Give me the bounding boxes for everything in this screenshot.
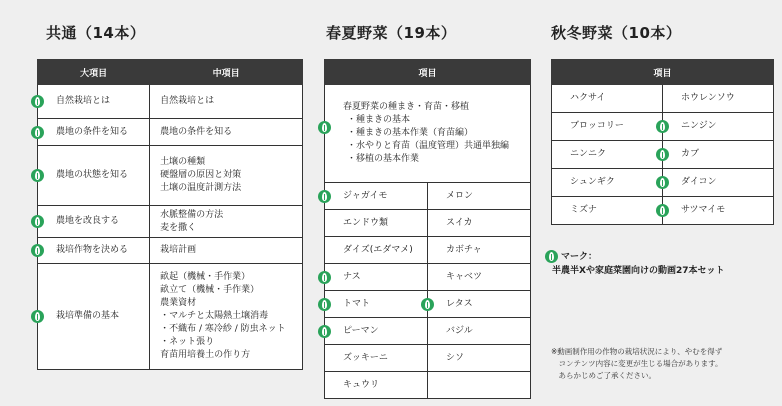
vegetable-name: ズッキーニ	[343, 352, 388, 363]
vegetable-name: ダイズ(エダマメ)	[343, 244, 413, 255]
table-row	[552, 113, 774, 141]
vegetable-item	[325, 325, 427, 338]
vegetable-item	[428, 352, 530, 365]
vegetable-cell	[663, 141, 774, 169]
vegetable-item	[428, 190, 530, 203]
vegetable-item	[325, 352, 427, 365]
major-item	[38, 95, 149, 108]
autumn-winter-table	[551, 59, 774, 225]
table-row	[552, 169, 774, 197]
table-row	[325, 237, 531, 264]
minor-item: 農業資材	[160, 298, 197, 308]
minor-cell	[150, 238, 303, 264]
leaf-icon	[31, 310, 44, 323]
vegetable-name: ジャガイモ	[343, 190, 388, 201]
intro-line: ・種まきの基本	[347, 115, 411, 125]
major-item	[38, 244, 149, 257]
table-row	[325, 318, 531, 345]
section-title-autumn-winter: 秋冬野菜（10本）	[551, 24, 682, 42]
minor-cell	[150, 146, 303, 206]
vegetable-cell	[325, 291, 428, 318]
leaf-icon	[656, 120, 669, 133]
minor-cell	[150, 85, 303, 119]
vegetable-item	[428, 271, 530, 284]
header-minor: 中項目	[150, 60, 303, 85]
vegetable-name: サツマイモ	[681, 205, 726, 215]
section-title-spring-summer: 春夏野菜（19本）	[326, 24, 457, 42]
vegetable-cell	[663, 85, 774, 113]
major-cell	[38, 146, 150, 206]
minor-item: ・ネット張り	[160, 337, 215, 347]
vegetable-name: ブロッコリー	[570, 121, 624, 131]
minor-item: ・不織布 / 寒冷紗 / 防虫ネット	[160, 324, 286, 334]
footnote	[551, 346, 723, 382]
major-label: 農地を改良する	[56, 216, 120, 226]
table-row	[38, 85, 303, 119]
vegetable-cell	[325, 183, 428, 210]
spring-summer-table	[324, 59, 531, 399]
leaf-icon	[318, 271, 331, 284]
minor-item: ・マルチと太陽熱土壌消毒	[160, 311, 269, 321]
minor-item: 麦を撒く	[160, 222, 197, 233]
vegetable-name: ハクサイ	[570, 93, 606, 103]
intro-line: ・種まきの基本作業（育苗編）	[347, 128, 474, 138]
vegetable-cell	[428, 183, 531, 210]
vegetable-name: カボチャ	[446, 244, 482, 255]
minor-item: 畝立て（機械・手作業）	[160, 285, 260, 295]
vegetable-item	[663, 148, 773, 161]
vegetable-cell	[552, 113, 663, 141]
vegetable-name: ダイコン	[681, 177, 717, 187]
section-title-basic: 共通（14本）	[46, 24, 146, 42]
vegetable-cell	[325, 264, 428, 291]
footnote-line: コンテンツ内容に変更が生じる場合があります。	[551, 359, 723, 368]
vegetable-cell	[552, 169, 663, 197]
vegetable-cell	[552, 197, 663, 225]
leaf-icon	[656, 176, 669, 189]
vegetable-name: メロン	[446, 190, 474, 201]
vegetable-cell	[428, 345, 531, 372]
leaf-icon	[421, 298, 434, 311]
table-row	[325, 345, 531, 372]
leaf-icon	[31, 244, 44, 257]
major-label: 栽培作物を決める	[56, 245, 129, 255]
leaf-icon	[656, 148, 669, 161]
legend-description: 半農半Xや家庭菜園向けの動画27本セット	[552, 266, 725, 276]
vegetable-item	[552, 176, 662, 189]
minor-item: 育苗用培養土の作り方	[160, 350, 251, 360]
table-row	[552, 141, 774, 169]
vegetable-name: ピーマン	[343, 325, 379, 336]
vegetable-name: シュンギク	[570, 177, 615, 187]
vegetable-item	[552, 92, 662, 105]
major-cell	[38, 264, 150, 370]
leaf-icon	[31, 95, 44, 108]
legend	[552, 250, 724, 278]
vegetable-cell	[428, 291, 531, 318]
leaf-icon	[318, 121, 331, 134]
minor-item: 土壌の温度計測方法	[160, 183, 242, 193]
major-cell	[38, 85, 150, 119]
leaf-icon	[656, 204, 669, 217]
vegetable-item	[552, 148, 662, 161]
table-row	[552, 197, 774, 225]
header-major: 大項目	[38, 60, 150, 85]
vegetable-cell	[428, 318, 531, 345]
table-row	[38, 238, 303, 264]
vegetable-cell	[663, 113, 774, 141]
leaf-icon	[31, 169, 44, 182]
minor-item: 土壌の種類	[160, 157, 206, 167]
major-item	[38, 126, 149, 139]
minor-item: 硬盤層の原因と対策	[160, 170, 242, 180]
major-label: 農地の条件を知る	[56, 126, 129, 137]
vegetable-cell	[325, 237, 428, 264]
table-row	[325, 264, 531, 291]
leaf-icon	[31, 215, 44, 228]
vegetable-cell	[428, 372, 531, 399]
minor-item: 水脈整備の方法	[160, 209, 224, 220]
major-cell	[38, 206, 150, 238]
vegetable-cell	[325, 210, 428, 237]
leaf-icon	[31, 126, 44, 139]
vegetable-cell	[663, 169, 774, 197]
major-label: 栽培準備の基本	[56, 311, 120, 321]
vegetable-cell	[428, 237, 531, 264]
table-row	[38, 206, 303, 238]
vegetable-name: ホウレンソウ	[681, 93, 735, 103]
intro-line: 春夏野菜の種まき・育苗・移植	[343, 102, 470, 112]
vegetable-name: バジル	[446, 325, 473, 336]
vegetable-name: キュウリ	[343, 379, 380, 390]
leaf-icon	[318, 298, 331, 311]
vegetable-name: スイカ	[446, 217, 473, 228]
major-item	[38, 169, 149, 182]
vegetable-name: ナス	[343, 271, 361, 282]
vegetable-item	[663, 92, 773, 105]
vegetable-item	[428, 217, 530, 230]
vegetable-item	[552, 204, 662, 217]
vegetable-cell	[325, 372, 428, 399]
vegetable-name: ミズナ	[570, 205, 597, 215]
vegetable-cell	[663, 197, 774, 225]
table-row	[38, 119, 303, 146]
minor-cell	[150, 264, 303, 370]
minor-item: 栽培計画	[160, 245, 197, 255]
vegetable-item	[325, 244, 427, 257]
vegetable-cell	[552, 85, 663, 113]
table-row	[325, 210, 531, 237]
vegetable-item	[663, 120, 773, 133]
basic-table	[37, 59, 303, 370]
table-row	[552, 85, 774, 113]
major-cell	[38, 119, 150, 146]
intro-line: ・水やりと育苗（温度管理）共通単独編	[347, 141, 510, 151]
vegetable-item	[325, 217, 427, 230]
vegetable-item	[428, 325, 530, 338]
vegetable-name: レタス	[446, 298, 473, 309]
vegetable-name: エンドウ類	[343, 217, 389, 228]
vegetable-item	[325, 190, 427, 203]
vegetable-name: キャベツ	[446, 271, 483, 282]
major-item	[38, 310, 149, 323]
leaf-icon	[318, 190, 331, 203]
vegetable-item	[325, 271, 427, 284]
footnote-line: ※動画制作用の作物の栽培状況により、やむを得ず	[551, 347, 723, 356]
table-row	[38, 264, 303, 370]
header-item: 項目	[552, 60, 774, 85]
intro-line: ・移植の基本作業	[347, 154, 420, 164]
table-row	[325, 291, 531, 318]
vegetable-name: シソ	[446, 352, 465, 363]
major-cell	[38, 238, 150, 264]
leaf-icon	[545, 250, 558, 263]
vegetable-cell	[428, 210, 531, 237]
vegetable-item	[428, 244, 530, 257]
vegetable-item	[325, 379, 427, 392]
footnote-line: あらかじめご了承ください。	[551, 371, 656, 380]
vegetable-item	[428, 298, 530, 311]
vegetable-name: カブ	[681, 149, 700, 159]
vegetable-item	[325, 298, 427, 311]
major-item	[38, 215, 149, 228]
vegetable-cell	[325, 318, 428, 345]
header-item: 項目	[325, 60, 531, 85]
major-label: 農地の状態を知る	[56, 170, 129, 180]
vegetable-cell	[325, 345, 428, 372]
vegetable-name: ニンジン	[681, 121, 717, 131]
vegetable-name: トマト	[343, 298, 371, 309]
vegetable-name: ニンニク	[570, 149, 607, 159]
table-row	[325, 372, 531, 399]
table-row	[325, 183, 531, 210]
vegetable-item	[663, 204, 773, 217]
leaf-icon	[318, 325, 331, 338]
intro-cell	[325, 85, 531, 183]
minor-item: 農地の条件を知る	[160, 126, 233, 137]
minor-item: 畝起（機械・手作業）	[160, 272, 251, 282]
vegetable-item	[663, 176, 773, 189]
minor-item: 自然栽培とは	[160, 96, 215, 106]
minor-cell	[150, 206, 303, 238]
table-row	[38, 146, 303, 206]
major-label: 自然栽培とは	[56, 96, 111, 106]
legend-label: マーク：	[561, 252, 598, 262]
vegetable-item	[552, 120, 662, 133]
minor-cell	[150, 119, 303, 146]
vegetable-cell	[428, 264, 531, 291]
vegetable-cell	[552, 141, 663, 169]
